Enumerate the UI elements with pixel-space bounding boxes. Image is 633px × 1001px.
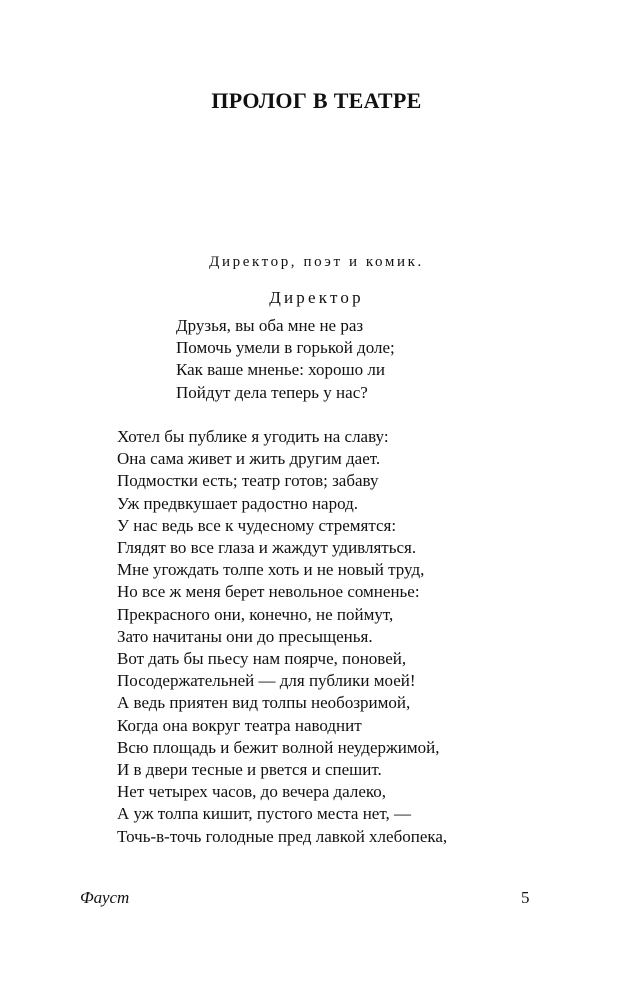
verse-line: Зато начитаны они до пресыщенья.	[117, 626, 373, 646]
verse-line: Друзья, вы оба мне не раз	[176, 316, 364, 335]
verse-line: А уж толпа кишит, пустого места нет, —	[117, 804, 411, 824]
verse-line: А ведь приятен вид толпы необозримой,	[117, 693, 411, 713]
verse-line: Как ваше мненье: хорошо ли	[176, 360, 385, 380]
page-title: ПРОЛОГ В ТЕАТРЕ	[211, 88, 422, 113]
verse-line: Помочь умели в горькой доле;	[176, 338, 395, 358]
verse-line: И в двери тесные и рвется и спешит.	[117, 760, 382, 780]
verse-line: Глядят во все глаза и жаждут удивляться.	[117, 538, 417, 558]
verse-line: Всю площадь и бежит волной неудержимой,	[117, 737, 440, 757]
verse-line: Уж предвкушает радостно народ.	[117, 493, 359, 513]
verse-line: Но все ж меня берет невольное сомненье:	[117, 582, 420, 602]
verse-line: Хотел бы публике я угодить на славу:	[117, 427, 389, 446]
verse-line: Мне угождать толпе хоть и не новый труд,	[117, 560, 425, 580]
verse-line: Подмостки есть; театр готов; забаву	[117, 471, 379, 491]
verse-line: Нет четырех часов, до вечера далеко,	[117, 782, 387, 802]
verse-line: Она сама живет и жить другим дает.	[117, 449, 381, 469]
speaker-name: Директор	[269, 288, 364, 307]
verse-line: Точь-в-точь голодные пред лавкой хлебопека,	[117, 826, 448, 846]
verse-line: Посодержательней — для публики моей!	[117, 671, 416, 691]
verse-line: Вот дать бы пьесу нам поярче, поновей,	[117, 649, 407, 669]
verse-line: Прекрасного они, конечно, не поймут,	[117, 604, 394, 624]
running-footer-title: Фауст	[80, 888, 130, 907]
stanza-2	[117, 426, 447, 848]
verse-line: Когда она вокруг театра наводнит	[117, 715, 362, 735]
page-number: 5	[521, 888, 530, 907]
verse-line: Пойдут дела теперь у нас?	[176, 382, 368, 402]
verse-line: У нас ведь все к чудесному стремятся:	[117, 515, 397, 535]
stanza-1	[176, 315, 395, 404]
cast-list: Директор, поэт и комик.	[209, 254, 424, 270]
